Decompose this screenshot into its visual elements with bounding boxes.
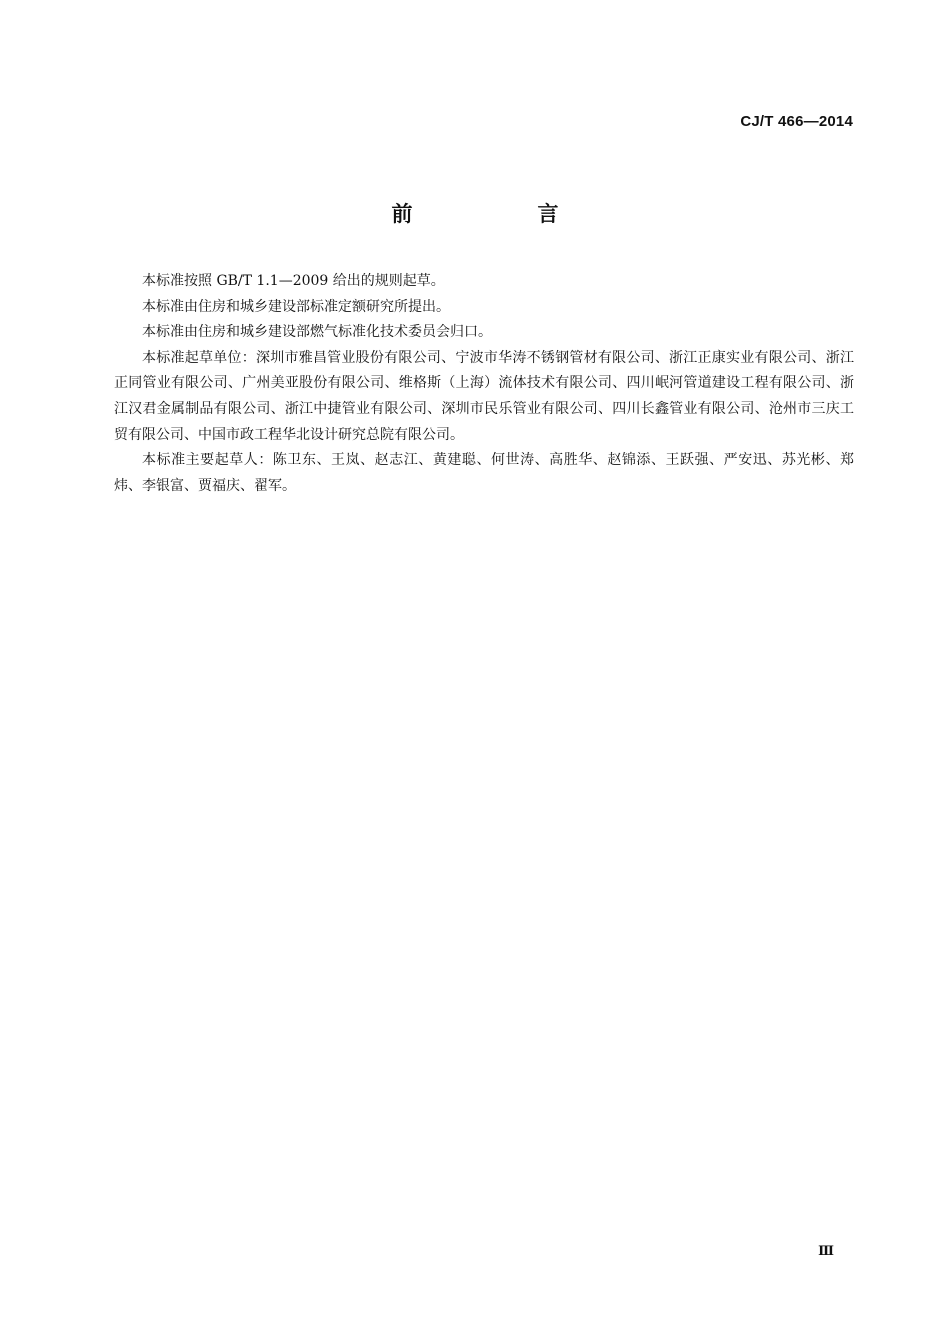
page-title: 前 言	[391, 202, 611, 226]
paragraph-drafting-rules: 本标准按照 GB/T 1.1—2009 给出的规则起草。	[142, 273, 445, 289]
foreword-body	[114, 269, 854, 499]
page-number: Ⅲ	[818, 1244, 834, 1259]
paragraph-drafters: 本标准主要起草人：陈卫东、王岚、赵志江、黄建聪、何世涛、高胜华、赵锦添、王跃强、严安迅、苏光彬、郑炜、李银富、贾福庆、翟军。	[114, 452, 854, 494]
paragraph-committee: 本标准由住房和城乡建设部燃气标准化技术委员会归口。	[142, 324, 492, 341]
standard-code: CJ/T 466—2014	[740, 113, 853, 130]
paragraph-proposer: 本标准由住房和城乡建设部标准定额研究所提出。	[142, 298, 450, 315]
paragraph-drafting-units: 本标准起草单位：深圳市雅昌管业股份有限公司、宁波市华涛不锈钢管材有限公司、浙江正康实业有限公司、浙江正同管业有限公司、广州美亚股份有限公司、维格斯（上海）流体技术有限公司、四川岷河管道建设工程有限公司、浙江汉君金属制品有限公司、浙江中捷管业有限公司、深圳市民乐管业有限公司、四川长鑫管业有限公司、沧州市三庆工贸有限公司、中国市政工程华北设计研究总院有限公司。	[114, 349, 854, 443]
